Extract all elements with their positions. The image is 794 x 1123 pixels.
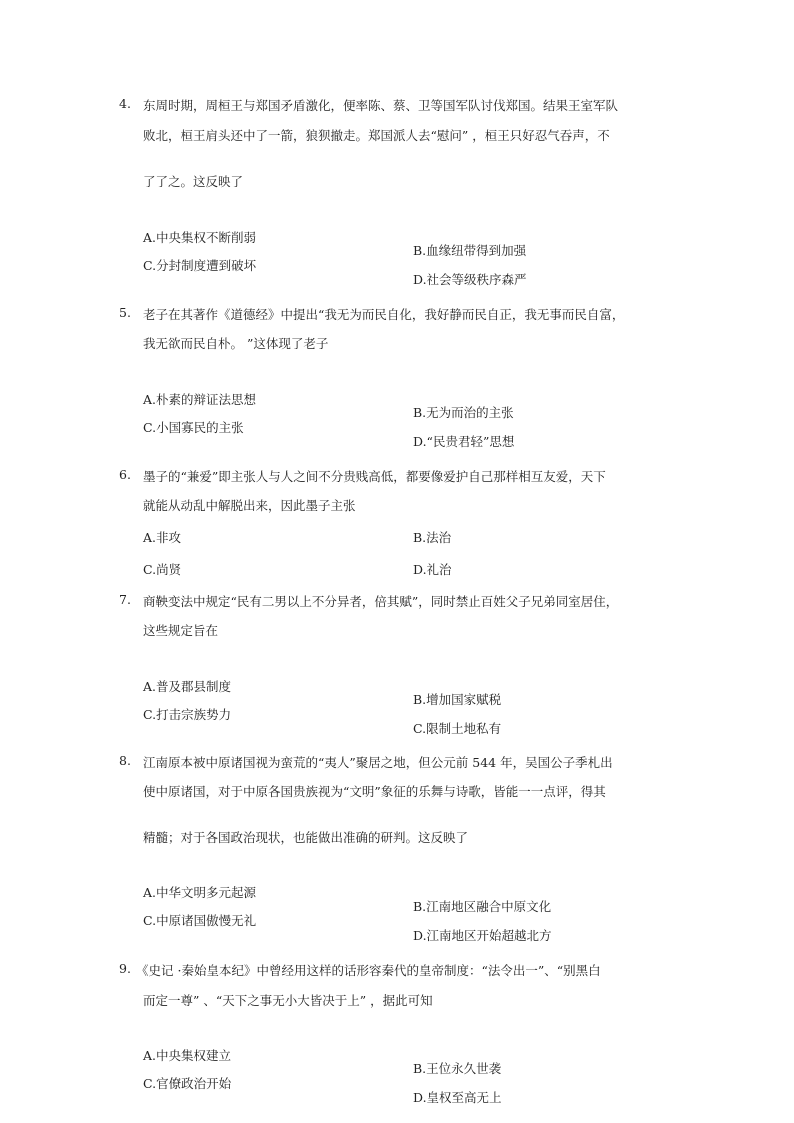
question-text-line: 而定一尊” 、“天下之事无小大皆决于上” ，据此可知	[143, 993, 433, 1008]
option-a: A.普及郡县制度	[143, 679, 232, 694]
question-text-line: 这些规定旨在	[143, 623, 219, 638]
question-number: 9.	[119, 961, 131, 976]
question-text-line: 精髓；对于各国政治现状，也能做出准确的研判。这反映了	[143, 830, 469, 845]
option-c: C.官僚政治开始	[143, 1076, 232, 1091]
question-number: 4.	[119, 96, 131, 111]
question-text-line: 就能从动乱中解脱出来，因此墨子主张	[143, 498, 356, 513]
option-b: B.法治	[413, 530, 452, 545]
option-a: A.中央集权建立	[143, 1048, 232, 1063]
option-b: B.江南地区融合中原文化	[413, 899, 552, 914]
question-text-line: 败北，桓王肩头还中了一箭，狼狈撤走。郑国派人去“慰问” ，桓王只好忍气吞声，不	[143, 128, 610, 143]
option-b: B.血缘纽带得到加强	[413, 243, 527, 258]
option-d: D.社会等级秩序森严	[413, 272, 527, 287]
question-number: 6.	[119, 467, 131, 482]
question-text-line: 江南原本被中原诸国视为蛮荒的“夷人”聚居之地，但公元前 544 年，吴国公子季札出	[143, 755, 613, 770]
option-c: C.尚贤	[143, 562, 182, 577]
option-d: D.江南地区开始超越北方	[413, 928, 552, 943]
option-a: A.朴素的辩证法思想	[143, 392, 257, 407]
question-text-line: 了了之。这反映了	[143, 174, 244, 189]
question-number: 5.	[119, 305, 131, 320]
option-d: D.皇权至高无上	[413, 1090, 502, 1105]
option-a: A.中华文明多元起源	[143, 885, 257, 900]
option-c: C.分封制度遭到破坏	[143, 258, 257, 273]
question-text-line: 墨子的“兼爱”即主张人与人之间不分贵贱高低，都要像爱护自己那样相互友爱，天下	[143, 469, 606, 484]
option-a: A.中央集权不断削弱	[143, 230, 257, 245]
question-text-line: 我无欲而民自朴。 ”这体现了老子	[143, 336, 329, 351]
question-text-line: 《史记 ·秦始皇本纪》中曾经用这样的话形容秦代的皇帝制度：“法令出一”、“别黑白	[136, 963, 601, 978]
question-text-line: 商鞅变法中规定“民有二男以上不分异者，倍其赋”，同时禁止百姓父子兄弟同室居住，	[143, 594, 619, 609]
option-a: A.非攻	[143, 530, 182, 545]
option-d: D.“民贵君轻”思想	[413, 434, 515, 449]
question-number: 8.	[119, 753, 131, 768]
option-d: C.限制土地私有	[413, 721, 502, 736]
question-number: 7.	[119, 592, 131, 607]
option-c: C.小国寡民的主张	[143, 420, 244, 435]
option-c: C.打击宗族势力	[143, 707, 232, 722]
question-text-line: 东周时期，周桓王与郑国矛盾激化，便率陈、蔡、卫等国军队讨伐郑国。结果王室军队	[143, 98, 619, 113]
option-d: D.礼治	[413, 562, 452, 577]
option-b: B.增加国家赋税	[413, 692, 502, 707]
question-text-line: 使中原诸国，对于中原各国贵族视为“文明”象征的乐舞与诗歌，皆能一一点评，得其	[143, 784, 606, 799]
question-text-line: 老子在其著作《道德经》中提出“我无为而民自化，我好静而民自正，我无事而民自富，	[143, 307, 625, 322]
option-b: B.王位永久世袭	[413, 1061, 502, 1076]
option-b: B.无为而治的主张	[413, 405, 514, 420]
option-c: C.中原诸国傲慢无礼	[143, 913, 257, 928]
